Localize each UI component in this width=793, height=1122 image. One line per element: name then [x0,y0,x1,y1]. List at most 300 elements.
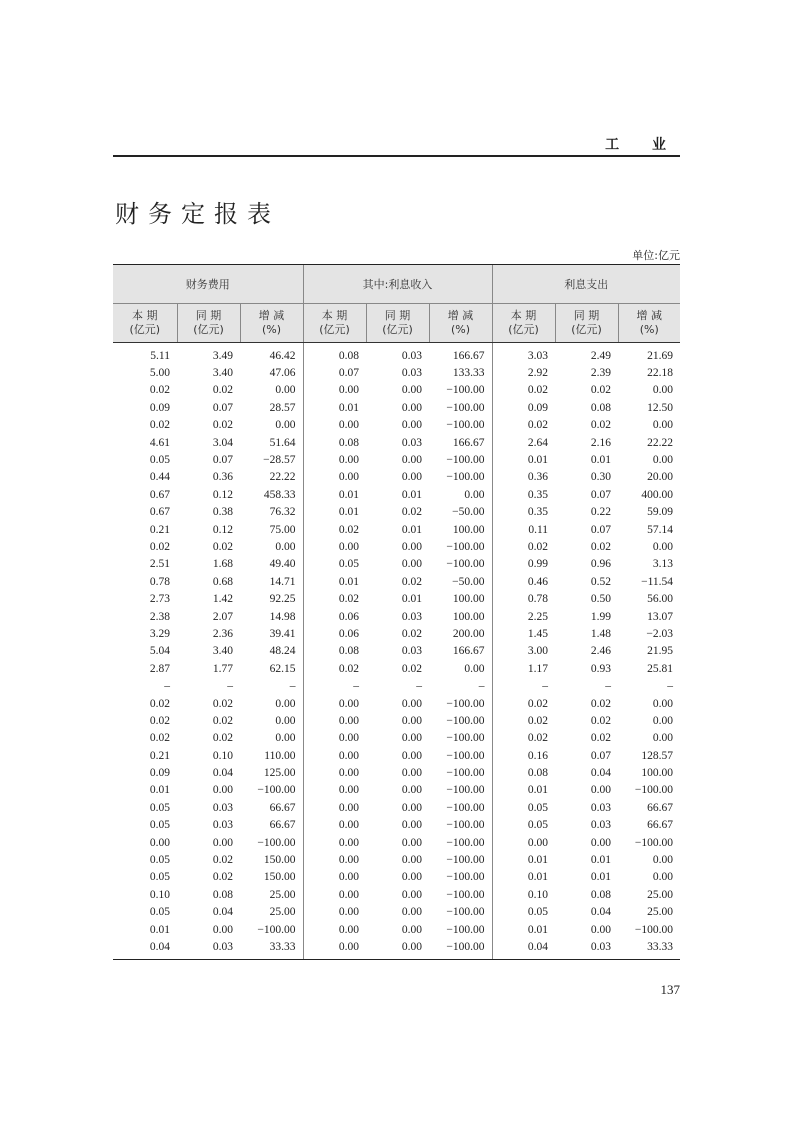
group-header-interest-expense: 利息支出 [492,265,680,304]
table-cell: 100.00 [641,767,674,780]
table-cell: 14.71 [269,575,296,588]
table-cell: 166.67 [452,645,485,658]
table-cell: 0.03 [401,610,422,623]
table-cell: 75.00 [269,523,296,536]
sub-header-row [113,304,680,343]
table-cell: 0.00 [303,938,366,959]
table-cell: 0.00 [275,540,296,553]
table-cell: 66.67 [269,819,296,832]
table-cell: 400.00 [641,488,674,501]
table-cell: 0.02 [212,384,233,397]
table-cell: 0.07 [590,749,612,762]
table-cell: 1.99 [590,610,612,623]
table-cell: 4.61 [149,436,170,449]
table-cell: 0.00 [401,836,422,849]
table-cell: – [605,680,612,693]
table-cell: 0.03 [401,349,422,362]
table-cell: 2.73 [149,593,170,606]
table-cell: 0.01 [492,451,555,468]
table-cell: 0.68 [212,575,233,588]
header-rule [113,155,680,157]
table-cell: 0.05 [149,871,170,884]
table-cell: 0.08 [212,888,233,901]
table-cell: 0.02 [590,732,612,745]
table-cell: 0.01 [590,454,612,467]
table-cell: −2.03 [646,627,674,640]
table-cell: 0.01 [401,488,422,501]
table-cell: 0.03 [401,436,422,449]
table-cell: – [164,680,170,693]
table-cell: 3.03 [492,343,555,365]
table-cell: 0.02 [401,506,422,519]
table-cell: 0.00 [652,419,674,432]
table-cell: 12.50 [647,401,674,414]
table-cell: 0.05 [149,454,170,467]
table-row [113,343,680,365]
column-header: 本 期 (亿元) [113,304,177,343]
table-cell: 0.02 [401,662,422,675]
table-cell: 0.04 [212,906,233,919]
table-cell: 0.01 [303,573,366,590]
table-cell: −100.00 [446,384,485,397]
table-cell: 28.57 [269,401,296,414]
table-cell: 0.00 [590,836,612,849]
table-cell: −50.00 [452,506,485,519]
table-cell: 20.00 [647,471,674,484]
table-cell: 21.69 [647,349,674,362]
table-cell: 0.04 [212,767,233,780]
table-cell: 0.01 [492,782,555,799]
table-cell: 0.36 [212,471,233,484]
column-header: 本 期 (亿元) [303,304,366,343]
table-cell: 100.00 [452,610,485,623]
table-cell: 0.02 [401,575,422,588]
table-cell: 0.11 [492,521,555,538]
table-cell: 0.03 [555,938,618,959]
table-cell: 125.00 [263,767,296,780]
table-cell: 0.00 [464,488,485,501]
table-cell: 2.87 [149,662,170,675]
table-cell: 0.00 [275,732,296,745]
table-cell: 150.00 [263,871,296,884]
table-cell: 47.06 [269,367,296,380]
table-row [113,556,680,573]
table-cell: 0.07 [590,523,612,536]
table-cell: −100.00 [446,540,485,553]
table-cell: 0.04 [492,938,555,959]
table-row [113,434,680,451]
table-cell: 0.00 [492,834,555,851]
table-cell: 0.00 [590,923,612,936]
table-cell: 0.00 [275,419,296,432]
table-cell: 0.02 [492,730,555,747]
table-cell: 22.22 [647,436,674,449]
table-body [113,343,680,960]
table-cell: 0.00 [303,799,366,816]
table-cell: 0.46 [492,573,555,590]
table-cell: 0.00 [401,471,422,484]
table-cell: 0.44 [149,471,170,484]
table-cell: 0.00 [303,869,366,886]
table-row [113,504,680,521]
table-cell: 0.00 [401,558,422,571]
table-cell: −100.00 [257,836,296,849]
table-cell: 0.00 [401,419,422,432]
table-cell: 0.02 [212,419,233,432]
table-cell: 0.01 [303,399,366,416]
table-cell: −100.00 [446,767,485,780]
table-cell: −100.00 [446,454,485,467]
table-cell: −100.00 [446,888,485,901]
table-cell: 0.02 [149,732,170,745]
table-cell: 51.64 [269,436,296,449]
table-cell: 0.00 [275,697,296,710]
table-cell: 0.08 [303,434,366,451]
table-cell: 0.02 [149,697,170,710]
table-cell: 166.67 [452,436,485,449]
table-cell: 0.09 [149,401,170,414]
table-cell: 0.02 [149,419,170,432]
table-cell: 0.01 [492,869,555,886]
table-cell: 0.00 [303,695,366,712]
table-cell: 0.00 [303,886,366,903]
table-cell: 0.00 [652,871,674,884]
table-row [113,921,680,938]
table-cell: −100.00 [634,836,674,849]
table-cell: – [227,680,233,693]
table-cell: 0.00 [212,836,233,849]
table-cell: 14.98 [269,610,296,623]
table-cell: 46.42 [269,349,296,362]
page-title: 财务定报表 [115,200,280,228]
table-cell: 66.67 [647,801,674,814]
table-cell: 33.33 [240,938,303,959]
table-row [113,643,680,660]
table-cell: 0.67 [149,506,170,519]
table-cell: 0.35 [492,504,555,521]
table-row [113,851,680,868]
table-cell: 0.07 [590,488,612,501]
table-cell: 110.00 [264,749,296,762]
table-row [113,399,680,416]
table-cell: 0.00 [303,417,366,434]
table-cell: 0.00 [303,764,366,781]
table-cell: 1.17 [492,660,555,677]
table-cell: 21.95 [647,645,674,658]
table-cell: 3.13 [652,558,674,571]
table-cell: 0.02 [590,419,612,432]
table-cell: 133.33 [452,367,485,380]
table-cell: 0.02 [212,732,233,745]
table-cell: 0.01 [401,523,422,536]
table-cell: 25.00 [647,906,674,919]
table-row [113,660,680,677]
table-cell: 0.09 [492,399,555,416]
table-cell: 0.00 [401,697,422,710]
table-cell: −100.00 [446,819,485,832]
table-cell: 13.07 [647,610,674,623]
table-cell: 0.00 [401,784,422,797]
table-cell: 0.16 [492,747,555,764]
table-cell: −100.00 [446,871,485,884]
table-cell: – [667,680,674,693]
table-cell: 0.05 [149,819,170,832]
table-cell: 0.00 [401,749,422,762]
table-cell: 2.36 [212,627,233,640]
table-cell: 25.81 [647,662,674,675]
table-cell: 0.02 [212,714,233,727]
table-cell: 0.05 [149,854,170,867]
table-cell: 0.00 [401,854,422,867]
table-cell: – [289,680,296,693]
table-cell: 0.02 [303,660,366,677]
table-cell: −100.00 [634,923,674,936]
table-cell: 128.57 [641,749,674,762]
table-row [113,382,680,399]
table-cell: – [492,677,555,694]
table-cell: 33.33 [618,938,680,959]
table-cell: 1.68 [212,558,233,571]
table-cell: 0.00 [401,732,422,745]
column-header: 增 减 (%) [240,304,303,343]
table-cell: −100.00 [446,558,485,571]
table-cell: 0.00 [401,888,422,901]
table-cell: −50.00 [452,575,485,588]
table-cell: 0.01 [590,854,612,867]
table-cell: – [416,680,422,693]
table-cell: 0.02 [212,854,233,867]
table-row [113,417,680,434]
table-row [113,904,680,921]
column-header: 同 期 (亿元) [555,304,618,343]
table-cell: 0.00 [275,384,296,397]
table-cell: 0.02 [303,590,366,607]
table-cell: 0.00 [652,540,674,553]
table-cell: 3.49 [212,349,233,362]
table-row [113,625,680,642]
table-cell: 0.00 [303,538,366,555]
table-cell: 0.00 [652,714,674,727]
table-cell: 3.40 [212,367,233,380]
table-cell: 0.00 [212,784,233,797]
table-row [113,695,680,712]
table-cell: 0.10 [149,888,170,901]
table-cell: −100.00 [446,732,485,745]
table-cell: 2.16 [590,436,612,449]
table-cell: 0.03 [212,819,233,832]
table-row [113,469,680,486]
table-cell: 25.00 [647,888,674,901]
table-cell: 0.01 [492,851,555,868]
table-cell: 0.03 [212,801,233,814]
table-cell: 66.67 [647,819,674,832]
table-row [113,451,680,468]
table-cell: 0.02 [492,695,555,712]
column-header: 同 期 (亿元) [366,304,429,343]
table-row [113,869,680,886]
table-cell: −11.54 [641,575,674,588]
table-cell: 100.00 [452,523,485,536]
table-cell: −100.00 [446,749,485,762]
table-cell: 0.06 [303,608,366,625]
table-cell: 0.67 [149,488,170,501]
table-cell: 0.78 [149,575,170,588]
table-cell: 0.52 [590,575,612,588]
table-cell: 100.00 [452,593,485,606]
table-row [113,364,680,381]
table-cell: 2.07 [212,610,233,623]
table-cell: 0.96 [590,558,612,571]
table-cell: −100.00 [446,801,485,814]
table-cell: 0.06 [303,625,366,642]
table-cell: 0.99 [492,556,555,573]
table-cell: 22.18 [647,367,674,380]
table-cell: 0.03 [401,645,422,658]
table-cell: – [478,680,485,693]
table-cell: 1.77 [212,662,233,675]
table-cell: 0.00 [303,851,366,868]
table-cell: −100.00 [429,938,492,959]
table-cell: 0.00 [401,384,422,397]
table-cell: 0.00 [212,923,233,936]
table-cell: 48.24 [269,645,296,658]
table-cell: 0.02 [590,714,612,727]
table-cell: 0.03 [177,938,240,959]
table-cell: 3.29 [149,627,170,640]
table-cell: 0.09 [149,767,170,780]
table-row [113,538,680,555]
table-cell: 25.00 [269,888,296,901]
table-cell: 0.00 [401,819,422,832]
table-cell: 0.01 [303,504,366,521]
table-cell: 0.08 [590,888,612,901]
table-cell: 0.04 [113,938,177,959]
table-row [113,886,680,903]
table-cell: 0.00 [401,540,422,553]
table-cell: 0.02 [492,417,555,434]
table-row [113,782,680,799]
table-row [113,486,680,503]
table-cell: −100.00 [446,784,485,797]
table-cell: 0.01 [590,871,612,884]
table-cell: 0.00 [303,817,366,834]
table-cell: 0.00 [652,384,674,397]
table-cell: −100.00 [446,419,485,432]
table-cell: 0.08 [590,401,612,414]
column-header: 本 期 (亿元) [492,304,555,343]
table-cell: 76.32 [269,506,296,519]
table-cell: 0.07 [212,454,233,467]
table-cell: 0.02 [212,540,233,553]
table-cell: 0.00 [149,836,170,849]
column-header: 增 减 (%) [429,304,492,343]
table-cell: 56.00 [647,593,674,606]
table-cell: 0.03 [401,367,422,380]
table-cell: 0.10 [212,749,233,762]
table-cell: 0.00 [303,834,366,851]
table-cell: 66.67 [269,801,296,814]
table-cell: 0.04 [590,906,612,919]
table-row [113,677,680,694]
table-row [113,573,680,590]
table-cell: 0.12 [212,523,233,536]
table-cell: 0.00 [652,697,674,710]
table-cell: 458.33 [263,488,296,501]
table-cell: 0.21 [149,749,170,762]
table-cell: 0.00 [303,904,366,921]
table-cell: 2.64 [492,434,555,451]
table-row [113,764,680,781]
table-cell: 0.01 [401,593,422,606]
table-cell: 0.00 [303,921,366,938]
table-cell: 0.93 [590,662,612,675]
table-row [113,817,680,834]
table-cell: 1.48 [590,627,612,640]
table-cell: 0.01 [149,784,170,797]
table-cell: 0.00 [464,662,485,675]
table-row [113,799,680,816]
table-cell: 0.02 [492,712,555,729]
table-cell: 0.00 [401,923,422,936]
table-cell: 0.78 [492,590,555,607]
table-cell: 0.03 [590,801,612,814]
table-cell: 92.25 [269,593,296,606]
table-cell: 22.22 [269,471,296,484]
column-header: 增 减 (%) [618,304,680,343]
table-cell: 0.00 [401,871,422,884]
table-cell: 0.07 [212,401,233,414]
table-cell: −100.00 [446,906,485,919]
table-cell: 0.01 [149,923,170,936]
table-cell: 0.30 [590,471,612,484]
table-cell: 0.22 [590,506,612,519]
table-cell: 0.36 [492,469,555,486]
running-head: 工 业 [605,137,680,153]
table-cell: 62.15 [269,662,296,675]
table-cell: 0.10 [492,886,555,903]
table-cell: 0.08 [303,343,366,365]
table-cell: 0.08 [492,764,555,781]
table-cell: −100.00 [446,923,485,936]
table-cell: 0.02 [590,384,612,397]
table-cell: 2.25 [492,608,555,625]
table-cell: 0.00 [401,454,422,467]
table-cell: 0.05 [303,556,366,573]
table-cell: 1.42 [212,593,233,606]
table-cell: 150.00 [263,854,296,867]
table-cell: 0.02 [212,871,233,884]
table-cell: −100.00 [446,854,485,867]
table-cell: 0.00 [652,732,674,745]
table-cell: 0.02 [303,521,366,538]
table-cell: 0.05 [492,799,555,816]
table-cell: 3.04 [212,436,233,449]
table-cell: 0.00 [401,714,422,727]
table-cell: 59.09 [647,506,674,519]
table-cell: 0.00 [303,782,366,799]
table-cell: 0.02 [401,627,422,640]
table-cell: 2.51 [149,558,170,571]
table-row [113,608,680,625]
table-cell: 0.00 [275,714,296,727]
table-cell: 0.05 [149,906,170,919]
table-cell: 0.00 [303,451,366,468]
table-cell: 0.02 [590,540,612,553]
financial-report-table [113,264,680,960]
table-cell: 1.45 [492,625,555,642]
table-cell: 0.04 [590,767,612,780]
column-header: 同 期 (亿元) [177,304,240,343]
